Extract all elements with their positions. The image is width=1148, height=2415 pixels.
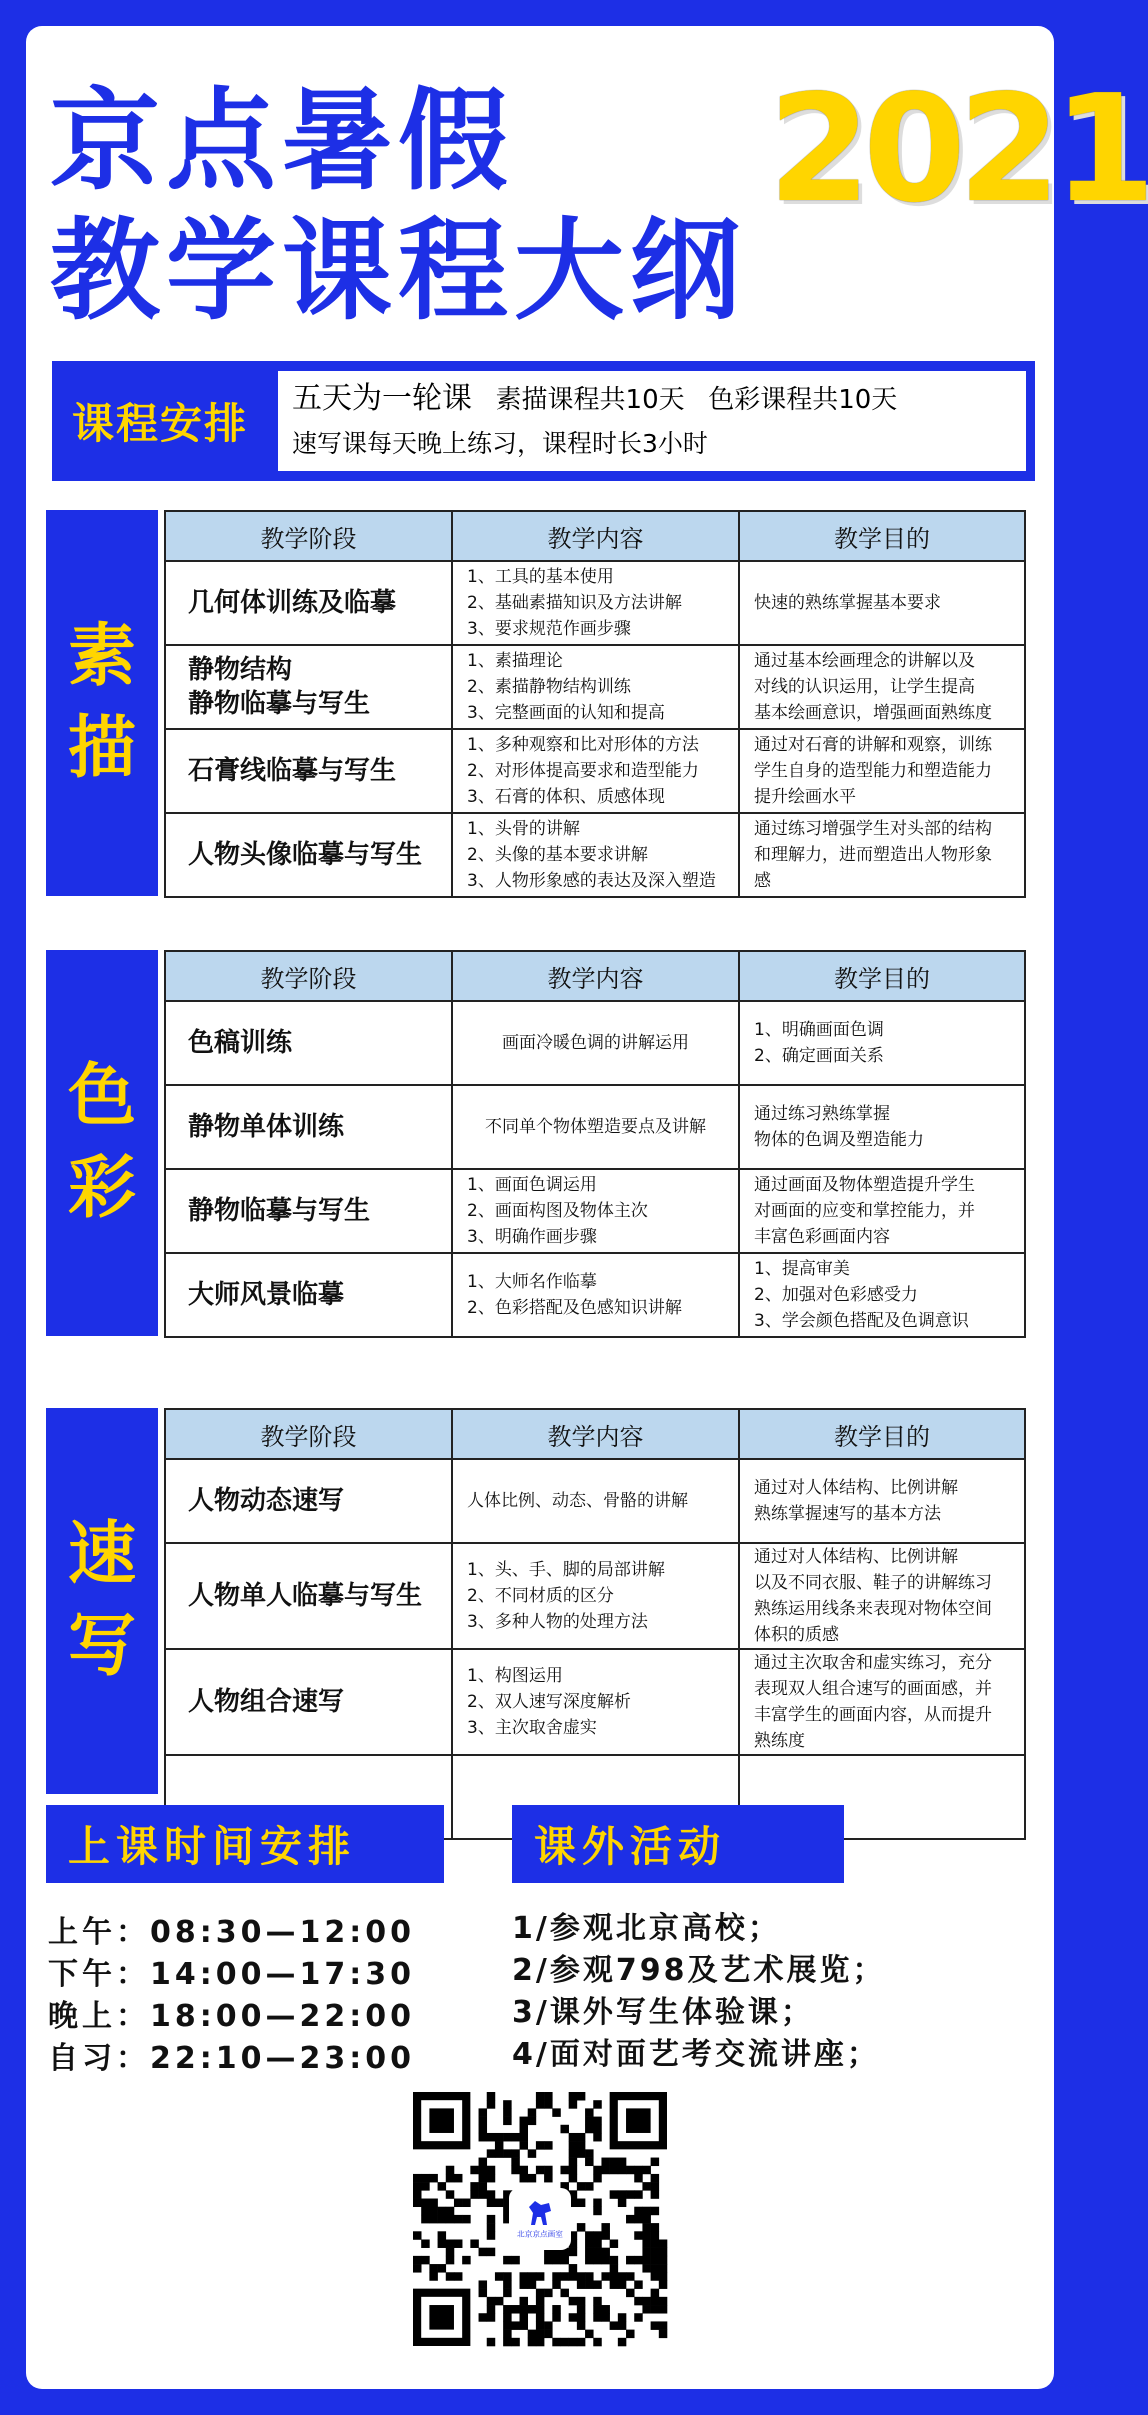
cell-stage [165, 1169, 452, 1253]
cell-content [452, 1459, 739, 1543]
cell-line: 2、对形体提高要求和造型能力 [467, 761, 699, 781]
cell-line: 石膏线临摹与写生 [188, 756, 397, 786]
cell-line: 1、头骨的讲解 [467, 819, 580, 839]
cell-stage [165, 1543, 452, 1649]
cell-goal [739, 1253, 1025, 1337]
column-header: 教学内容 [452, 511, 739, 561]
cell-line: 通过对石膏的讲解和观察，训练 [754, 735, 992, 755]
cell-goal [739, 1543, 1025, 1649]
cell-goal [739, 1459, 1025, 1543]
activities-header: 课外活动 [512, 1805, 844, 1883]
cell-line: 3、主次取舍虚实 [467, 1718, 597, 1738]
cell-stage [165, 813, 452, 897]
column-header: 教学内容 [452, 1409, 739, 1459]
table-row [165, 1001, 1025, 1085]
section-label-char: 色 [67, 1057, 136, 1136]
cell-content [452, 1169, 739, 1253]
cell-goal [739, 813, 1025, 897]
class-time-self-study: 自习：22:10—23:00 [48, 2041, 415, 2076]
table-row [165, 1169, 1025, 1253]
qr-code[interactable] [413, 2092, 667, 2346]
cell-content [452, 1649, 739, 1755]
cell-line: 通过主次取舍和虚实练习，充分 [754, 1653, 992, 1673]
cell-line: 1、明确画面色调 [754, 1020, 884, 1040]
cell-line: 3、人物形象感的表达及深入塑造 [467, 871, 716, 891]
cell-line: 静物临摹与写生 [188, 1196, 371, 1226]
cell-line: 人物动态速写 [188, 1486, 345, 1516]
schedule-label: 课程安排 [71, 399, 248, 448]
table-row [165, 1649, 1025, 1755]
cell-content [452, 1001, 739, 1085]
year-badge: 2021 [768, 63, 1148, 235]
schedule-sketch-days: 素描课程共10天 [495, 385, 685, 415]
curriculum-table [164, 1408, 1026, 1840]
cell-stage [165, 1001, 452, 1085]
cell-line: 人物组合速写 [188, 1687, 345, 1717]
cell-line: 3、石膏的体积、质感体现 [467, 787, 665, 807]
cell-line: 1、画面色调运用 [467, 1175, 597, 1195]
cell-line: 表现双人组合速写的画面感，并 [754, 1679, 992, 1699]
cell-line: 几何体训练及临摹 [188, 588, 397, 618]
table-row [165, 1085, 1025, 1169]
cell-goal [739, 1001, 1025, 1085]
cell-line: 3、学会颜色搭配及色调意识 [754, 1311, 969, 1331]
cell-line: 对画面的应变和掌控能力，并 [754, 1201, 975, 1221]
schedule-color-days: 色彩课程共10天 [708, 385, 898, 415]
cell-line: 通过练习熟练掌握 [754, 1104, 890, 1124]
class-times-header: 上课时间安排 [46, 1805, 444, 1883]
cell-line: 2、加强对色彩感受力 [754, 1285, 918, 1305]
cell-line: 2、基础素描知识及方法讲解 [467, 593, 682, 613]
cell-stage [165, 1253, 452, 1337]
cell-content [452, 729, 739, 813]
cell-goal [739, 561, 1025, 645]
cell-line: 人物单人临摹与写生 [188, 1581, 423, 1611]
cell-goal [739, 1085, 1025, 1169]
cell-line: 2、双人速写深度解析 [467, 1692, 631, 1712]
cell-stage [165, 1459, 452, 1543]
column-header: 教学阶段 [165, 951, 452, 1001]
curriculum-table [164, 510, 1026, 898]
cell-line: 通过练习增强学生对头部的结构 [754, 819, 992, 839]
cell-line: 2、色彩搭配及色感知识讲解 [467, 1298, 682, 1318]
cell-goal [739, 729, 1025, 813]
cell-line: 大师风景临摹 [188, 1280, 345, 1310]
section-label-char: 描 [67, 709, 136, 788]
column-header: 教学内容 [452, 951, 739, 1001]
cell-line: 熟练掌握速写的基本方法 [754, 1504, 941, 1524]
section-label-char: 写 [67, 1607, 136, 1686]
cell-line: 2、不同材质的区分 [467, 1586, 614, 1606]
activity-item: 1/参观北京高校； [512, 1911, 781, 1946]
activity-item: 4/面对面艺考交流讲座； [512, 2037, 880, 2072]
column-header: 教学阶段 [165, 511, 452, 561]
horse-logo-icon [525, 2199, 555, 2227]
schedule-line-2: 速写课每天晚上练习，课程时长3小时 [292, 429, 708, 458]
cell-line: 快速的熟练掌握基本要求 [754, 593, 941, 613]
cell-goal [739, 1169, 1025, 1253]
cell-line: 1、工具的基本使用 [467, 567, 614, 587]
cell-stage [165, 561, 452, 645]
cell-line: 色稿训练 [188, 1028, 293, 1058]
cell-line: 基本绘画意识，增强画面熟练度 [754, 703, 992, 723]
cell-line: 熟练运用线条来表现对物体空间 [754, 1599, 992, 1619]
cell-goal [739, 1649, 1025, 1755]
section-label-char: 彩 [67, 1149, 136, 1228]
schedule-details [278, 371, 1026, 471]
cell-line: 3、多种人物的处理方法 [467, 1612, 648, 1632]
section-label-2 [46, 1408, 158, 1794]
cell-line: 丰富色彩画面内容 [754, 1227, 890, 1247]
activity-item: 2/参观798及艺术展览； [512, 1953, 886, 1988]
cell-content [452, 1543, 739, 1649]
title-line-1: 京点暑假 [50, 77, 514, 205]
cell-stage [165, 1649, 452, 1755]
cell-line: 1、大师名作临摹 [467, 1272, 597, 1292]
curriculum-table [164, 950, 1026, 1338]
cell-line: 1、头、手、脚的局部讲解 [467, 1560, 665, 1580]
schedule-box [52, 361, 1035, 481]
cell-line: 通过对人体结构、比例讲解 [754, 1547, 958, 1567]
cell-line: 2、素描静物结构训练 [467, 677, 631, 697]
cell-line: 3、明确作画步骤 [467, 1227, 597, 1247]
cell-line: 熟练度 [754, 1731, 805, 1751]
section-label-0 [46, 510, 158, 896]
cell-goal [739, 645, 1025, 729]
cell-line: 以及不同衣服、鞋子的讲解练习 [754, 1573, 992, 1593]
activity-item: 3/课外写生体验课； [512, 1995, 814, 2030]
cell-content [452, 645, 739, 729]
table-row [165, 813, 1025, 897]
column-header: 教学阶段 [165, 1409, 452, 1459]
cell-line: 通过画面及物体塑造提升学生 [754, 1175, 975, 1195]
cell-line: 2、头像的基本要求讲解 [467, 845, 648, 865]
cell-line: 感 [754, 871, 771, 891]
cell-stage [165, 645, 452, 729]
cell-line: 1、多种观察和比对形体的方法 [467, 735, 699, 755]
cell-line: 不同单个物体塑造要点及讲解 [485, 1117, 706, 1137]
cell-line: 3、要求规范作画步骤 [467, 619, 631, 639]
table-row [165, 1459, 1025, 1543]
cell-line: 和理解力，进而塑造出人物形象 [754, 845, 992, 865]
cell-line: 静物单体训练 [188, 1112, 345, 1142]
cell-line: 人体比例、动态、骨骼的讲解 [467, 1491, 688, 1511]
class-time-evening: 晚上：18:00—22:00 [48, 1999, 415, 2034]
cell-line: 画面冷暖色调的讲解运用 [502, 1033, 689, 1053]
cell-line: 通过对人体结构、比例讲解 [754, 1478, 958, 1498]
title-line-2: 教学课程大纲 [50, 207, 746, 335]
column-header: 教学目的 [739, 951, 1025, 1001]
cell-line: 3、完整画面的认知和提高 [467, 703, 665, 723]
studio-logo [509, 2188, 571, 2250]
cell-line: 2、画面构图及物体主次 [467, 1201, 648, 1221]
poster [26, 26, 1148, 2389]
cell-line: 1、素描理论 [467, 651, 563, 671]
cell-line: 丰富学生的画面内容，从而提升 [754, 1705, 992, 1725]
studio-logo-text: 北京京点画室 [517, 2230, 563, 2239]
activities-list [512, 1908, 885, 2076]
class-time-morning: 上午：08:30—12:00 [48, 1915, 415, 1950]
table-row [165, 1253, 1025, 1337]
section-label-char: 素 [67, 617, 136, 696]
cell-line: 体积的质感 [754, 1625, 839, 1645]
table-row [165, 561, 1025, 645]
cell-line: 通过基本绘画理念的讲解以及 [754, 651, 975, 671]
section-label-1 [46, 950, 158, 1336]
cell-line: 2、确定画面关系 [754, 1046, 884, 1066]
cell-line: 物体的色调及塑造能力 [754, 1130, 924, 1150]
cell-stage [165, 1085, 452, 1169]
table-row [165, 645, 1025, 729]
column-header: 教学目的 [739, 511, 1025, 561]
schedule-main: 五天为一轮课 [292, 381, 472, 416]
cell-line: 人物头像临摹与写生 [188, 840, 423, 870]
cell-content [452, 1085, 739, 1169]
cell-content [452, 561, 739, 645]
cell-line: 静物临摹与写生 [188, 689, 371, 719]
cell-stage [165, 729, 452, 813]
cell-content [452, 1253, 739, 1337]
cell-line: 学生自身的造型能力和塑造能力 [754, 761, 992, 781]
cell-line: 提升绘画水平 [754, 787, 856, 807]
table-row [165, 729, 1025, 813]
cell-line: 1、构图运用 [467, 1666, 563, 1686]
table-row [165, 1543, 1025, 1649]
cell-line: 对线的认识运用，让学生提高 [754, 677, 975, 697]
column-header: 教学目的 [739, 1409, 1025, 1459]
class-time-afternoon: 下午：14:00—17:30 [48, 1957, 415, 1992]
class-times-list [48, 1912, 415, 2080]
cell-line: 静物结构 [188, 655, 293, 685]
cell-line: 1、提高审美 [754, 1259, 850, 1279]
cell-content [452, 813, 739, 897]
section-label-char: 速 [67, 1515, 136, 1594]
